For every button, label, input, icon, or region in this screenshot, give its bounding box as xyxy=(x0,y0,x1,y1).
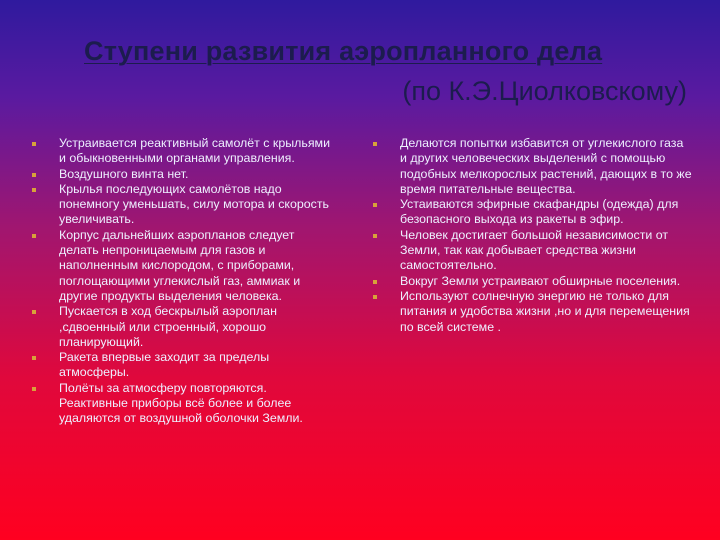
list-item-text: Пускается в ход бескрылый аэроплан ,сдвоенный или строенный, хорошо планирующий. xyxy=(59,304,277,349)
bullet-icon xyxy=(32,387,36,391)
list-item xyxy=(32,350,337,381)
list-item-text: Вокруг Земли устраивают обширные поселения. xyxy=(400,273,681,288)
list-item-text: Воздушного винта нет. xyxy=(59,166,189,181)
list-item-text: Крылья последующих самолётов надо понемногу уменьшать, силу мотора и скорость увеличивать. xyxy=(59,181,329,227)
bullet-icon xyxy=(373,203,377,207)
list-item xyxy=(373,274,693,289)
bullet-icon xyxy=(373,234,377,238)
list-item xyxy=(32,136,337,167)
list-item-text: Используют солнечную энергию не только для питания и удобства жизни ,но и для перемещения по всей системе . xyxy=(400,288,690,334)
bullet-icon xyxy=(32,173,36,177)
list-item xyxy=(373,197,693,228)
bullet-icon xyxy=(32,234,36,238)
list-item-text: Человек достигает большой независимости от Земли, так как добывает средства жизни самостоятельно. xyxy=(400,227,669,273)
bullet-icon xyxy=(32,188,36,192)
bullet-icon xyxy=(32,310,36,314)
list-item xyxy=(32,182,337,228)
list-item-text: Корпус дальнейших аэропланов следует делать непроницаемым для газов и наполненным кислородом, с приборами, поглощающими углекислый газ, аммиак и другие продукты выделения человека. xyxy=(59,227,301,303)
list-item xyxy=(32,167,337,182)
bullet-icon xyxy=(32,356,36,360)
list-item xyxy=(373,136,693,197)
list-item-text: Полёты за атмосферу повторяются. Реактивные приборы всё более и более удаляются от воздушной оболочки Земли. xyxy=(59,380,303,426)
list-item-text: Устаиваются эфирные скафандры (одежда) для безопасного выхода из ракеты в эфир. xyxy=(400,197,679,227)
list-item xyxy=(32,304,337,350)
list-item xyxy=(32,381,337,427)
bullet-icon xyxy=(373,295,377,299)
list-item-text: Ракета впервые заходит за пределы атмосферы. xyxy=(59,350,270,380)
left-bullet-list xyxy=(32,136,337,427)
list-item xyxy=(32,228,337,304)
bullet-icon xyxy=(32,142,36,146)
slide-subtitle: (по К.Э.Циолковскому) xyxy=(402,76,687,106)
list-item-text: Устраивается реактивный самолёт с крыльями и обыкновенными органами управления. xyxy=(59,136,330,166)
bullet-icon xyxy=(373,142,377,146)
slide-title: Ступени развития аэропланного дела xyxy=(84,36,603,66)
list-item-text: Делаются попытки избавится от углекислого газа и других человеческих выделений с помощью подобных мелкорослых растений, дающих в то же время питательные вещества. xyxy=(400,136,692,196)
list-item xyxy=(373,289,693,335)
right-bullet-list xyxy=(373,136,693,335)
list-item xyxy=(373,228,693,274)
bullet-icon xyxy=(373,280,377,284)
